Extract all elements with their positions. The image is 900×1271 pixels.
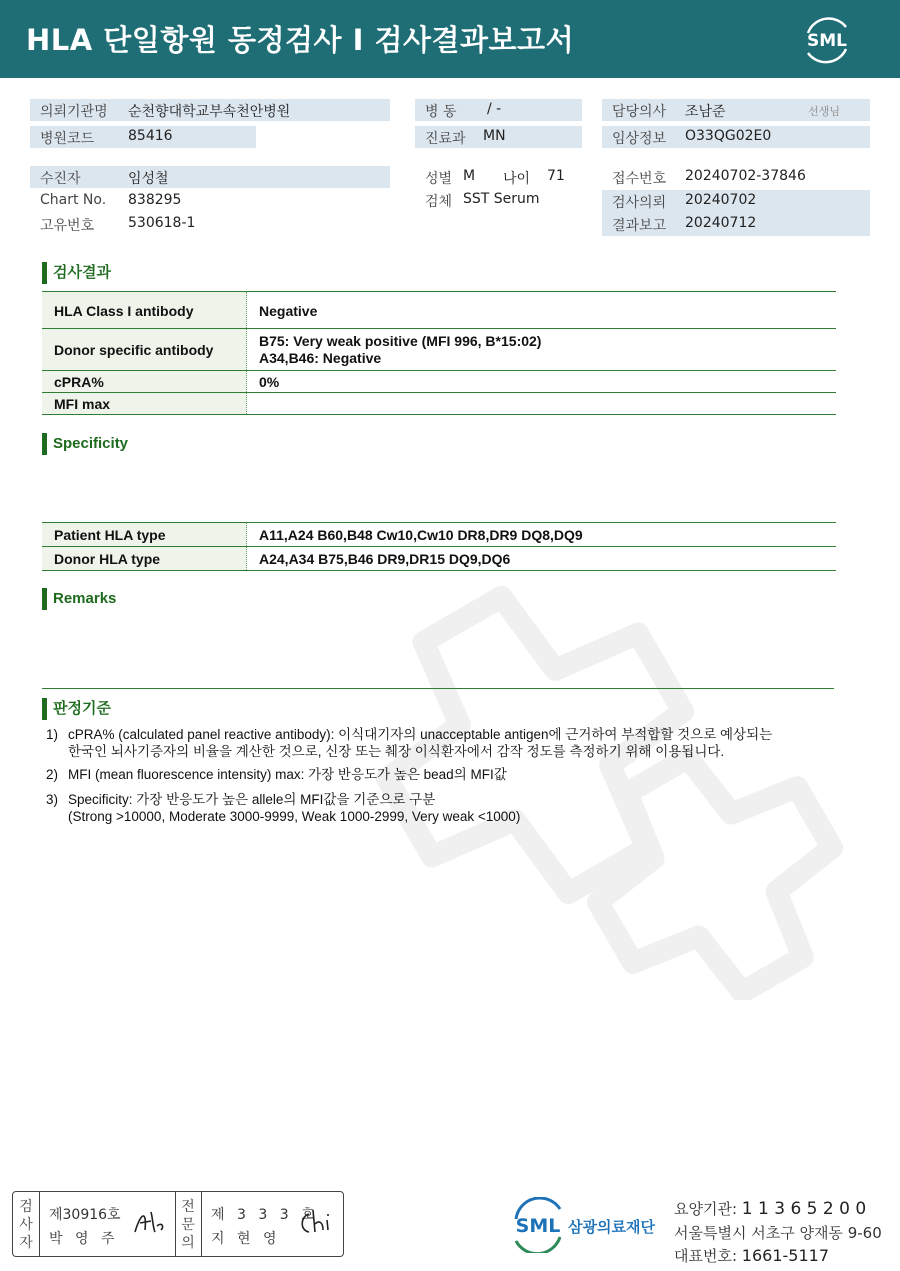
- examiner-label: 검 사 자: [19, 1199, 33, 1251]
- specialist-label: 전 문 의: [181, 1199, 195, 1251]
- hospital-code-field: 병원코드 85416: [30, 126, 256, 148]
- results-table: [42, 291, 836, 415]
- specialist-name: 지 현 영: [211, 1231, 281, 1247]
- remarks-divider: [42, 688, 834, 689]
- chart-field: Chart No. 838295: [40, 192, 182, 208]
- patient-field: 수진자 임성철: [30, 166, 390, 188]
- request-report-field: 검사의뢰 20240702 결과보고 20240712: [602, 190, 870, 236]
- footer-logo: [510, 1197, 670, 1257]
- signature-box: [12, 1191, 344, 1257]
- hospital-code-value: 85416: [128, 128, 173, 144]
- criteria-section-title: 판정기준: [42, 698, 111, 720]
- table-row: HLA Class I antibody Negative: [42, 292, 836, 329]
- hla-type-table: [42, 522, 836, 571]
- unique-value: 530618-1: [128, 215, 196, 231]
- specialist-signature-icon: [295, 1206, 339, 1238]
- results-section-title: 검사결과: [42, 262, 111, 284]
- examiner-license: 제30916호: [49, 1207, 121, 1223]
- ward-value: / -: [487, 101, 502, 117]
- sml-logo-icon: [800, 13, 854, 67]
- report-value: 20240712: [685, 215, 757, 231]
- unique-field: 고유번호 530618-1: [40, 215, 196, 234]
- svg-text:SML: SML: [807, 31, 847, 51]
- table-row: Donor specific antibody B75: Very weak positive (MFI 996, B*15:02) A34,B46: Negative: [42, 329, 836, 371]
- table-row: cPRA% 0%: [42, 371, 836, 393]
- table-row: MFI max: [42, 393, 836, 415]
- chart-value: 838295: [128, 192, 182, 208]
- examiner-signature-icon: [131, 1206, 171, 1238]
- sex-value: M: [463, 168, 476, 184]
- dept-value: MN: [483, 128, 506, 144]
- footer-code: 요양기관: 1 1 3 6 5 2 0 0: [674, 1199, 867, 1219]
- doctor-field: 담당의사 조남준 선생님: [602, 99, 870, 121]
- request-value: 20240702: [685, 192, 757, 208]
- remarks-section-title: Remarks: [42, 588, 116, 610]
- dept-field: 진료과 MN: [415, 126, 582, 148]
- sex-age-field: 성별 M 나이 71: [425, 168, 565, 187]
- specialist-license: 제 3 3 3 호: [211, 1207, 319, 1223]
- clinical-field: 임상정보 O33QG02E0: [602, 126, 870, 148]
- specimen-field: 검체 SST Serum: [425, 191, 540, 210]
- sml-foundation-logo-icon: [510, 1197, 670, 1253]
- table-row: Patient HLA type A11,A24 B60,B48 Cw10,Cw10 DR8,DR9 DQ8,DQ9: [42, 523, 836, 547]
- footer-address: 서울특별시 서초구 양재동 9-60: [674, 1224, 882, 1242]
- patient-value: 임성철: [128, 171, 169, 187]
- institution-field: 의뢰기관명 순천향대학교부속천안병원: [30, 99, 390, 121]
- age-value: 71: [547, 168, 565, 184]
- footer-phone: 대표번호: 1661-5117: [674, 1246, 830, 1265]
- examiner-name: 박 영 주: [49, 1231, 119, 1247]
- doctor-value: 조남준: [685, 104, 726, 120]
- svg-text:SML: SML: [515, 1215, 561, 1237]
- specimen-value: SST Serum: [463, 191, 540, 207]
- specificity-section-title: Specificity: [42, 433, 128, 455]
- institution-value: 순천향대학교부속천안병원: [128, 104, 291, 120]
- svg-text:삼광의료재단: 삼광의료재단: [568, 1218, 655, 1236]
- report-header: [0, 0, 900, 78]
- receipt-field: 접수번호 20240702-37846: [612, 168, 806, 187]
- receipt-value: 20240702-37846: [685, 168, 806, 184]
- report-title: HLA 단일항원 동정검사 I 검사결과보고서: [26, 23, 575, 57]
- ward-field: 병 동 / -: [415, 99, 582, 121]
- table-row: Donor HLA type A24,A34 B75,B46 DR9,DR15 DQ9,DQ6: [42, 547, 836, 571]
- clinical-value: O33QG02E0: [685, 128, 772, 144]
